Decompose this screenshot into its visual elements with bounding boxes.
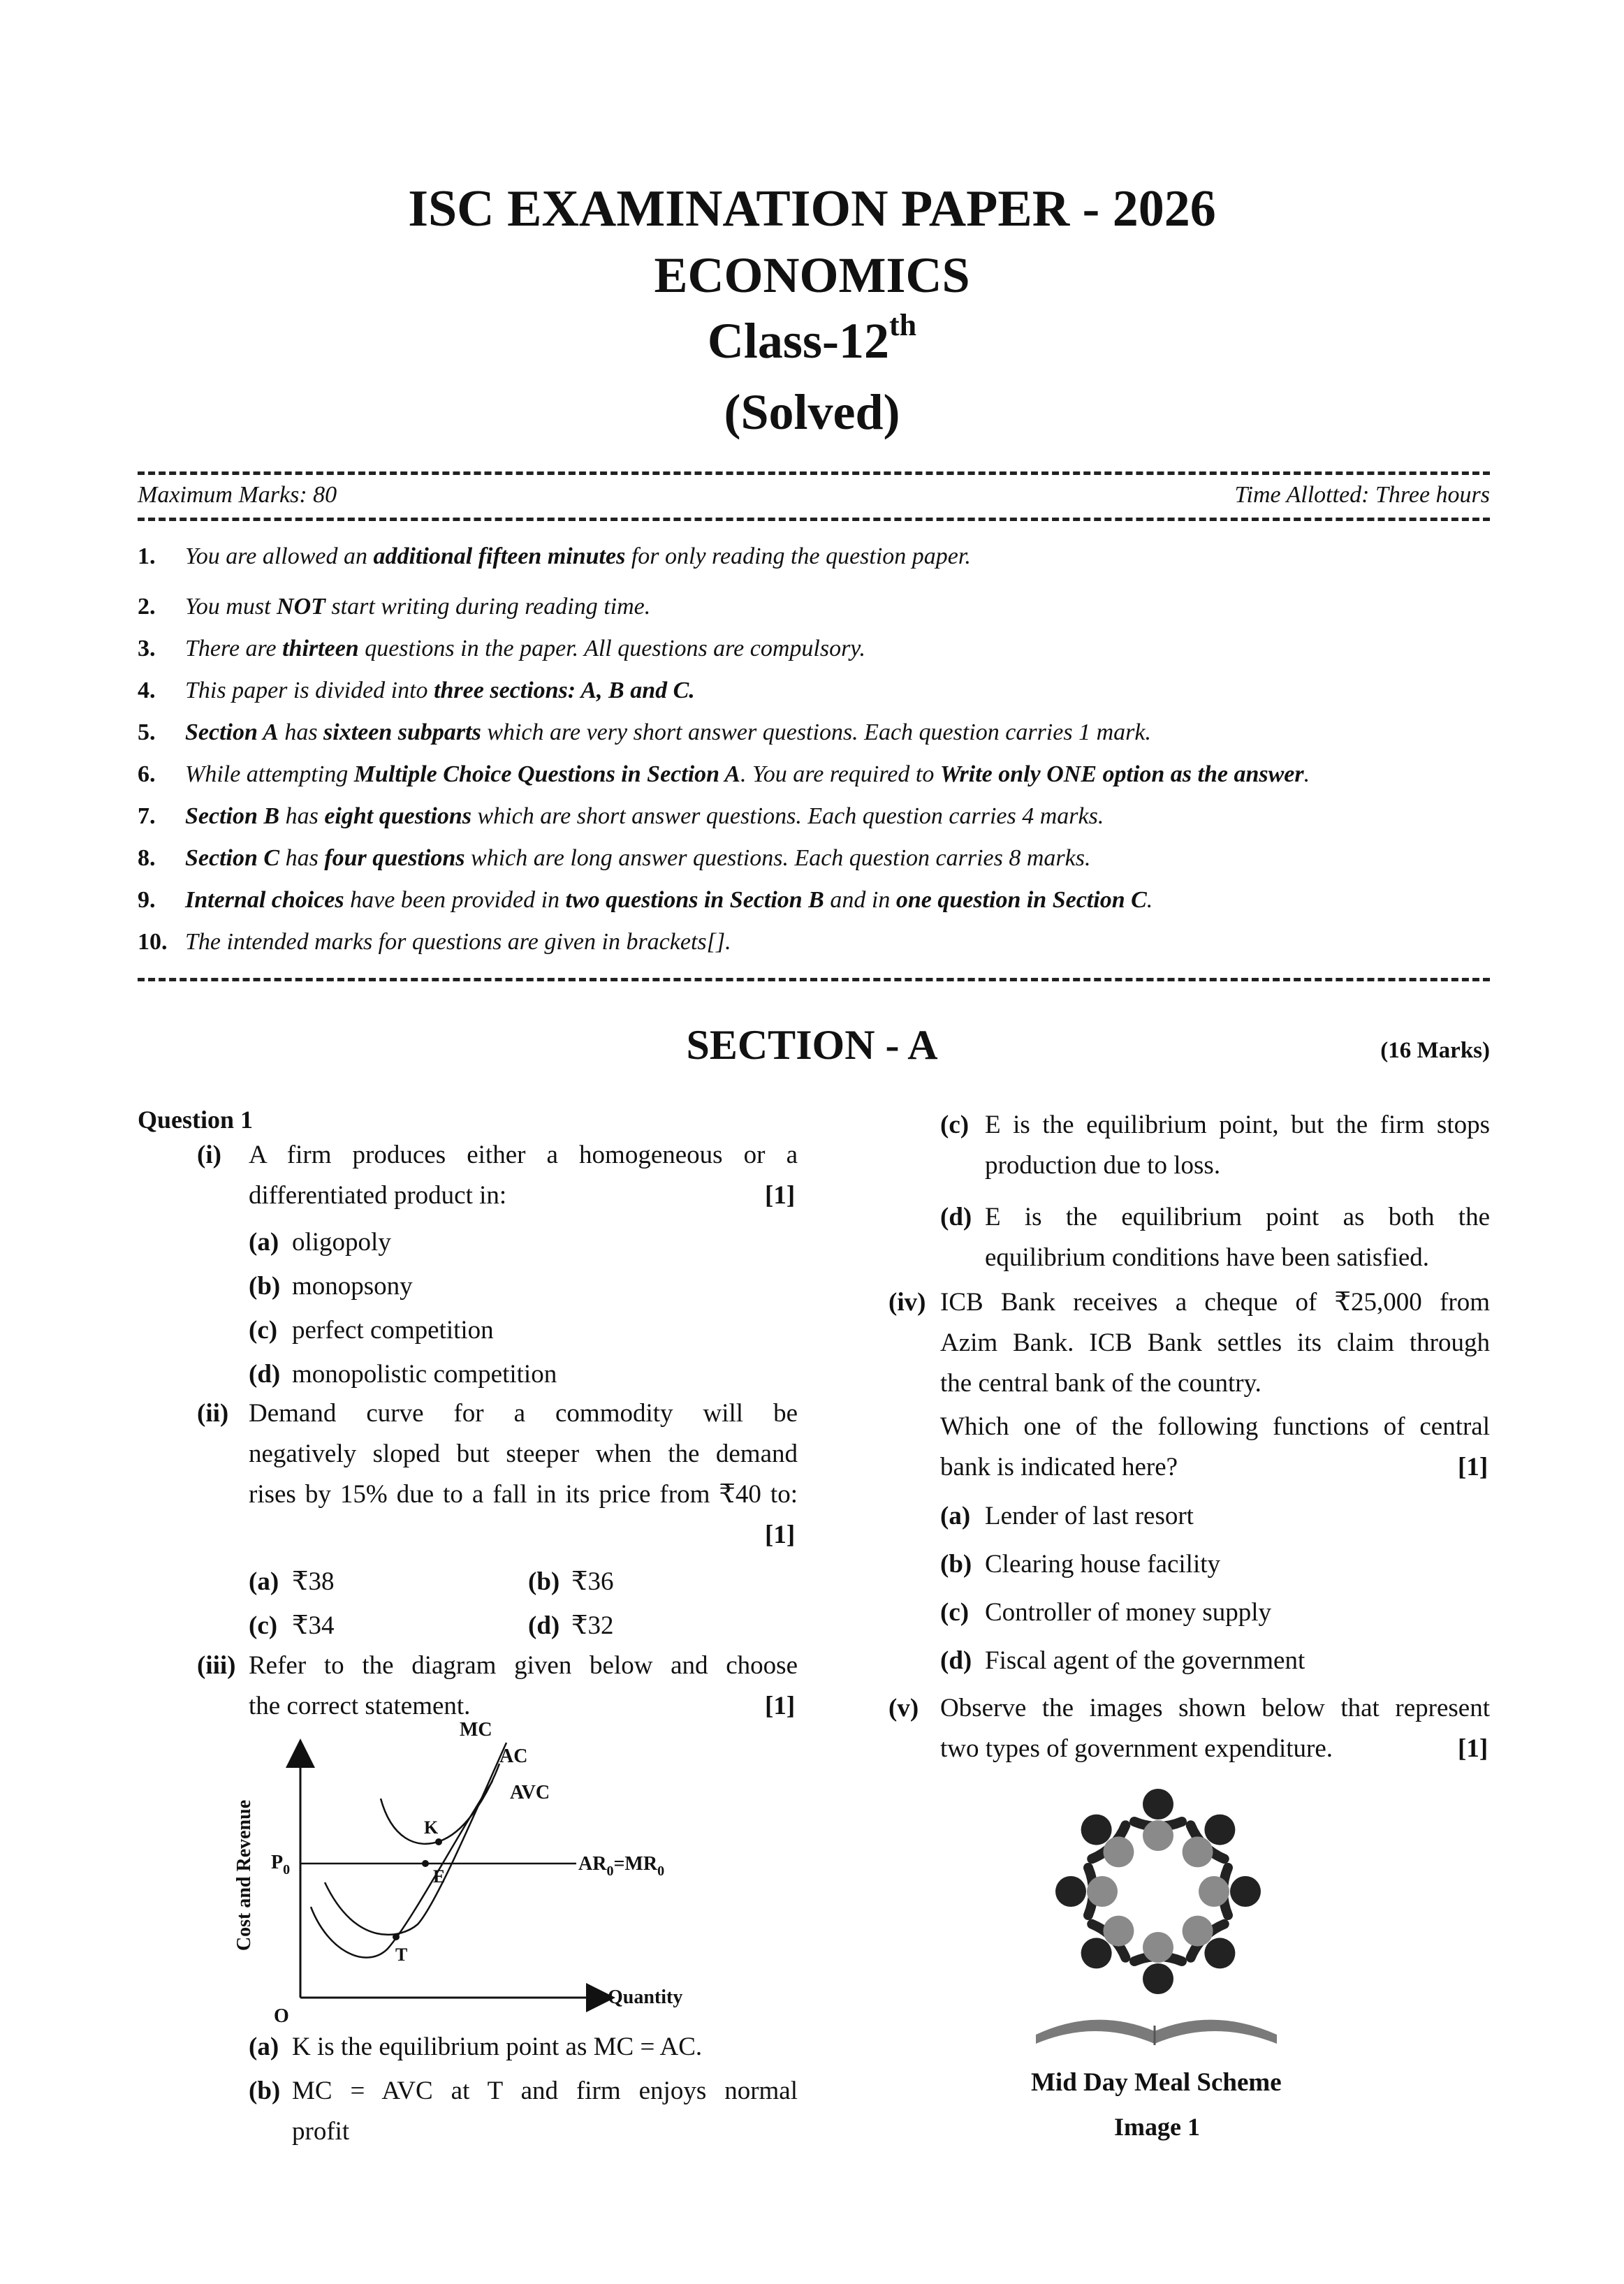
instruction-number: 10. (138, 929, 168, 955)
option-label: (d) (528, 1611, 560, 1640)
option-text: E is the equilibrium point, but the firm stops (985, 1111, 1490, 1139)
option-text: monopolistic competition (292, 1360, 557, 1389)
option-label: (b) (249, 1272, 281, 1301)
question-text: bank is indicated here? (940, 1453, 1178, 1481)
open-book-icon (1036, 2020, 1277, 2044)
e-label: E (433, 1866, 446, 1887)
marks-label: [1] (765, 1521, 796, 1549)
question-text: Observe the images shown below that represent (940, 1694, 1490, 1722)
option-text: Lender of last resort (985, 1502, 1194, 1530)
option-text: K is the equilibrium point as MC = AC. (292, 2033, 703, 2061)
question-text: the correct statement. (249, 1692, 471, 1720)
subquestion-number: (iv) (888, 1288, 926, 1317)
class-text: Class-12 (707, 313, 889, 369)
instruction-text: This paper is divided into three sections: A, B and C. (185, 678, 695, 703)
instruction-text: There are thirteen questions in the paper. All questions are compulsory. (185, 636, 866, 661)
instruction-text: You must NOT start writing during reading time. (185, 594, 651, 620)
option-text: production due to loss. (985, 1151, 1221, 1180)
instruction-text: While attempting Multiple Choice Questions in Section A. You are required to Write only ONE option as the answer. (185, 761, 1310, 787)
children-circle-icon (1055, 1789, 1261, 1994)
question-text: ICB Bank receives a cheque of ₹25,000 from (940, 1288, 1490, 1317)
instruction-text: Section C has four questions which are long answer questions. Each question carries 8 marks. (185, 845, 1091, 871)
option-label: (d) (940, 1203, 972, 1231)
instruction-text: Section A has sixteen subparts which are very short answer questions. Each question carries 1 mark. (185, 719, 1151, 745)
instruction-text: You are allowed an additional fifteen minutes for only reading the question paper. (185, 543, 971, 569)
question-text: negatively sloped but steeper when the demand (249, 1440, 798, 1468)
instruction-number: 8. (138, 845, 156, 871)
instruction-text: The intended marks for questions are given in brackets[]. (185, 929, 731, 955)
option-label: (c) (249, 1316, 278, 1345)
option-label: (b) (249, 2077, 281, 2105)
option-label: (a) (940, 1502, 971, 1530)
instruction-number: 2. (138, 594, 156, 620)
option-label: (a) (249, 1228, 279, 1257)
question-text: rises by 15% due to a fall in its price from ₹40 to: (249, 1480, 798, 1509)
question-text: Azim Bank. ICB Bank settles its claim through (940, 1328, 1490, 1357)
option-text: perfect competition (292, 1316, 494, 1345)
marks-label: [1] (1458, 1453, 1488, 1481)
t-label: T (395, 1945, 408, 1965)
marks-label: [1] (1458, 1734, 1488, 1763)
instruction-number: 5. (138, 719, 156, 745)
option-text: ₹34 (292, 1611, 335, 1640)
option-text: ₹32 (571, 1611, 614, 1640)
instruction-number: 3. (138, 636, 156, 661)
k-label: K (424, 1817, 439, 1838)
option-label: (a) (249, 1567, 279, 1596)
instruction-number: 4. (138, 678, 156, 703)
question-text: Refer to the diagram given below and choose (249, 1651, 798, 1680)
p0-label: $P_0$ (271, 1852, 291, 1877)
option-label: (d) (940, 1646, 972, 1675)
mc-label: MC (460, 1719, 492, 1741)
option-text: monopsony (292, 1272, 413, 1301)
subquestion-number: (v) (888, 1694, 919, 1722)
option-text: ₹36 (571, 1567, 614, 1596)
option-text: E is the equilibrium point as both the (985, 1203, 1490, 1231)
subquestion-number: (ii) (197, 1399, 229, 1428)
class-superscript: th (888, 308, 917, 342)
section-marks: (16 Marks) (1380, 1038, 1490, 1063)
question-text: two types of government expenditure. (940, 1734, 1333, 1763)
subquestion-number: (i) (197, 1141, 221, 1169)
option-label: (c) (249, 1611, 278, 1640)
option-label: (d) (249, 1360, 281, 1389)
instruction-text: Internal choices have been provided in two questions in Section B and in one question in Section C. (185, 887, 1153, 913)
option-text: Fiscal agent of the government (985, 1646, 1305, 1675)
paper-title: ISC EXAMINATION PAPER - 2026 (408, 180, 1216, 237)
section-title: SECTION - A (686, 1022, 938, 1068)
image-label: Image 1 (1114, 2113, 1200, 2141)
instruction-text: Section B has eight questions which are short answer questions. Each question carries 4 marks. (185, 803, 1104, 829)
instruction-number: 6. (138, 761, 156, 787)
option-text: Clearing house facility (985, 1550, 1221, 1579)
option-text: equilibrium conditions have been satisfied. (985, 1243, 1430, 1272)
option-text: Controller of money supply (985, 1598, 1272, 1627)
y-axis-label: Cost and Revenue (233, 1799, 255, 1952)
ac-label: AC (499, 1745, 528, 1767)
option-text: oligopoly (292, 1228, 391, 1257)
solved-title: (Solved) (724, 384, 900, 440)
origin-label: O (274, 2005, 289, 2027)
time-allotted: Time Allotted: Three hours (1234, 482, 1490, 508)
option-text: ₹38 (292, 1567, 335, 1596)
question-text: differentiated product in: (249, 1181, 507, 1210)
max-marks: Maximum Marks: 80 (138, 482, 337, 508)
avc-label: AVC (510, 1782, 550, 1803)
option-text: profit (292, 2117, 350, 2146)
instruction-number: 7. (138, 803, 156, 829)
option-label: (b) (940, 1550, 972, 1579)
question-text: Which one of the following functions of central (940, 1412, 1490, 1441)
instruction-number: 9. (138, 887, 156, 913)
mid-day-meal-image (1011, 1780, 1305, 2073)
marks-label: [1] (765, 1692, 796, 1720)
option-label: (a) (249, 2033, 279, 2061)
option-text: MC = AVC at T and firm enjoys normal (292, 2077, 798, 2105)
option-label: (c) (940, 1111, 970, 1139)
question-text: Demand curve for a commodity will be (249, 1399, 798, 1428)
option-label: (c) (940, 1598, 970, 1627)
ar-mr-label: $AR_0=MR_0$ (578, 1853, 665, 1879)
instruction-number: 1. (138, 543, 156, 569)
subquestion-number: (iii) (197, 1651, 236, 1680)
option-label: (b) (528, 1567, 560, 1596)
question-heading: Question 1 (138, 1106, 254, 1134)
question-text: the central bank of the country. (940, 1369, 1261, 1398)
image-caption: Mid Day Meal Scheme (1031, 2068, 1282, 2097)
x-axis-label: Quantity (608, 1986, 683, 2008)
marks-label: [1] (765, 1181, 796, 1210)
subject-title: ECONOMICS (654, 247, 970, 303)
question-text: A firm produces either a homogeneous or a (249, 1141, 798, 1169)
